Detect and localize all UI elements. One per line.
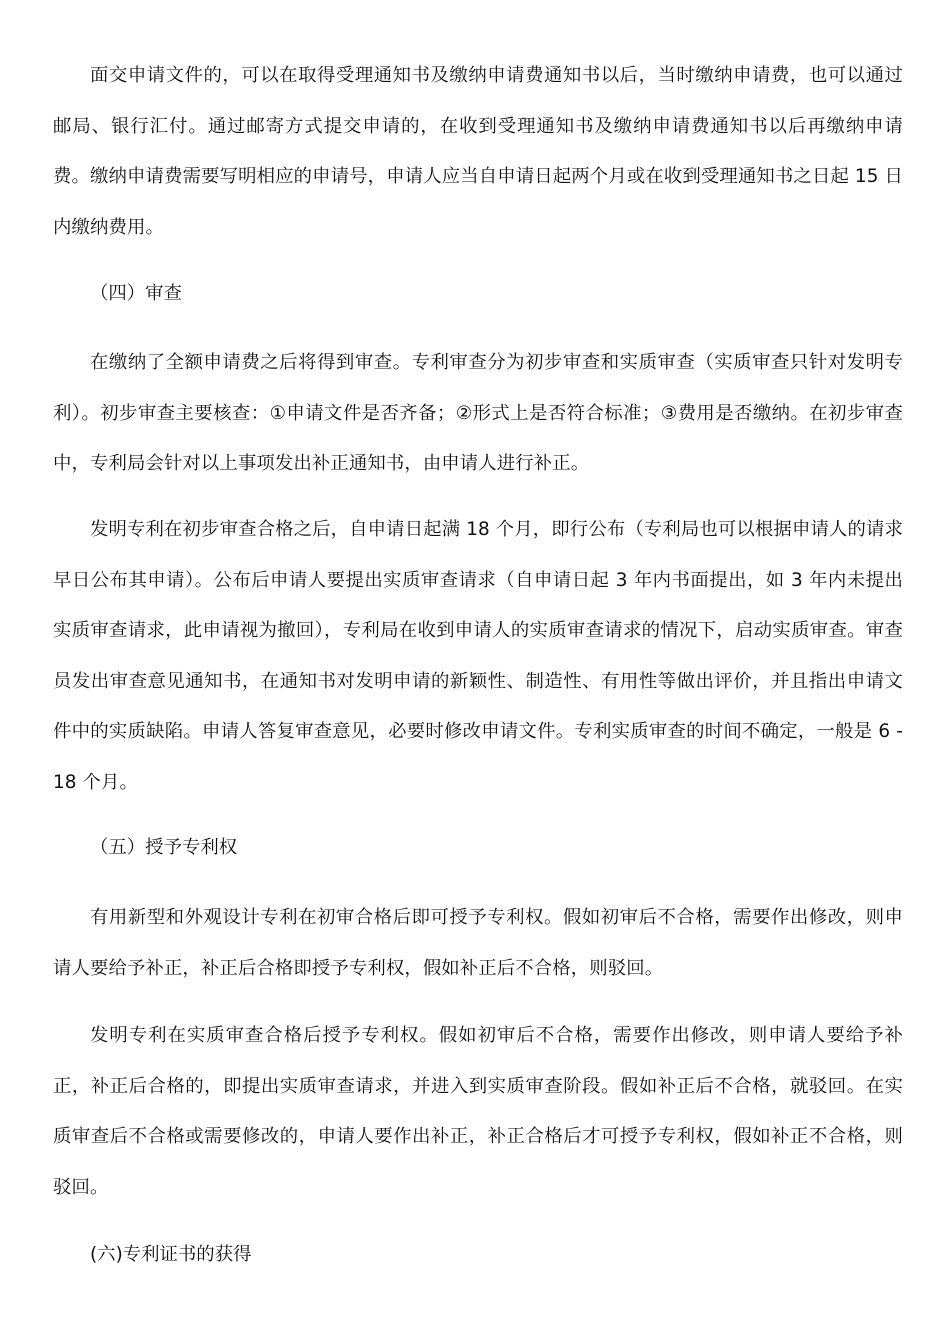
paragraph-preliminary-examination: 在缴纳了全额申请费之后将得到审查。专利审查分为初步审查和实质审查（实质审查只针对发明专利）。初步审查主要核查：①申请文件是否齐备；②形式上是否符合标准；③费用是否缴纳。在初步审查中，专利局会针对以上事项发出补正通知书，由申请人进行补正。 xyxy=(53,352,903,474)
heading-grant-patent: （五）授予专利权 xyxy=(90,837,238,858)
heading-certificate: (六)专利证书的获得 xyxy=(90,1244,252,1265)
paragraph-substantive-examination: 发明专利在初步审查合格之后，自申请日起满 18 个月，即行公布（专利局也可以根据申请人的请求早日公布其申请）。公布后申请人要提出实质审查请求（自申请日起 3 年内书面提出，如 3 年内未提出实质审查请求，此申请视为撤回），专利局在收到申请人的实质审查请求的情况下，启动实质审查。审查员发出审查意见通知书，在通知书对发明申请的新颖性、制造性、有用性等做出评价，并且指出申请文件中的实质缺陷。申请人答复审查意见，必要时修改申请文件。专利实质审查的时间不确定，一般是 6 - 18 个月。 xyxy=(53,519,903,793)
paragraph-utility-design-grant: 有用新型和外观设计专利在初审合格后即可授予专利权。假如初审后不合格，需要作出修改，则申请人要给予补正，补正后合格即授予专利权，假如补正后不合格，则驳回。 xyxy=(53,907,903,979)
paragraph-invention-grant: 发明专利在实质审查合格后授予专利权。假如初审后不合格，需要作出修改，则申请人要给予补正，补正后合格的，即提出实质审查请求，并进入到实质审查阶段。假如补正后不合格，就驳回。在实质审查后不合格或需要修改的，申请人要作出补正，补正合格后才可授予专利权，假如补正不合格，则驳回。 xyxy=(53,1025,903,1198)
heading-examination: （四）审查 xyxy=(90,283,182,304)
paragraph-application-fee: 面交申请文件的，可以在取得受理通知书及缴纳申请费通知书以后，当时缴纳申请费，也可以通过邮局、银行汇付。通过邮寄方式提交申请的，在收到受理通知书及缴纳申请费通知书以后再缴纳申请费。缴纳申请费需要写明相应的申请号，申请人应当自申请日起两个月或在收到受理通知书之日起 15 日内缴纳费用。 xyxy=(53,65,903,238)
